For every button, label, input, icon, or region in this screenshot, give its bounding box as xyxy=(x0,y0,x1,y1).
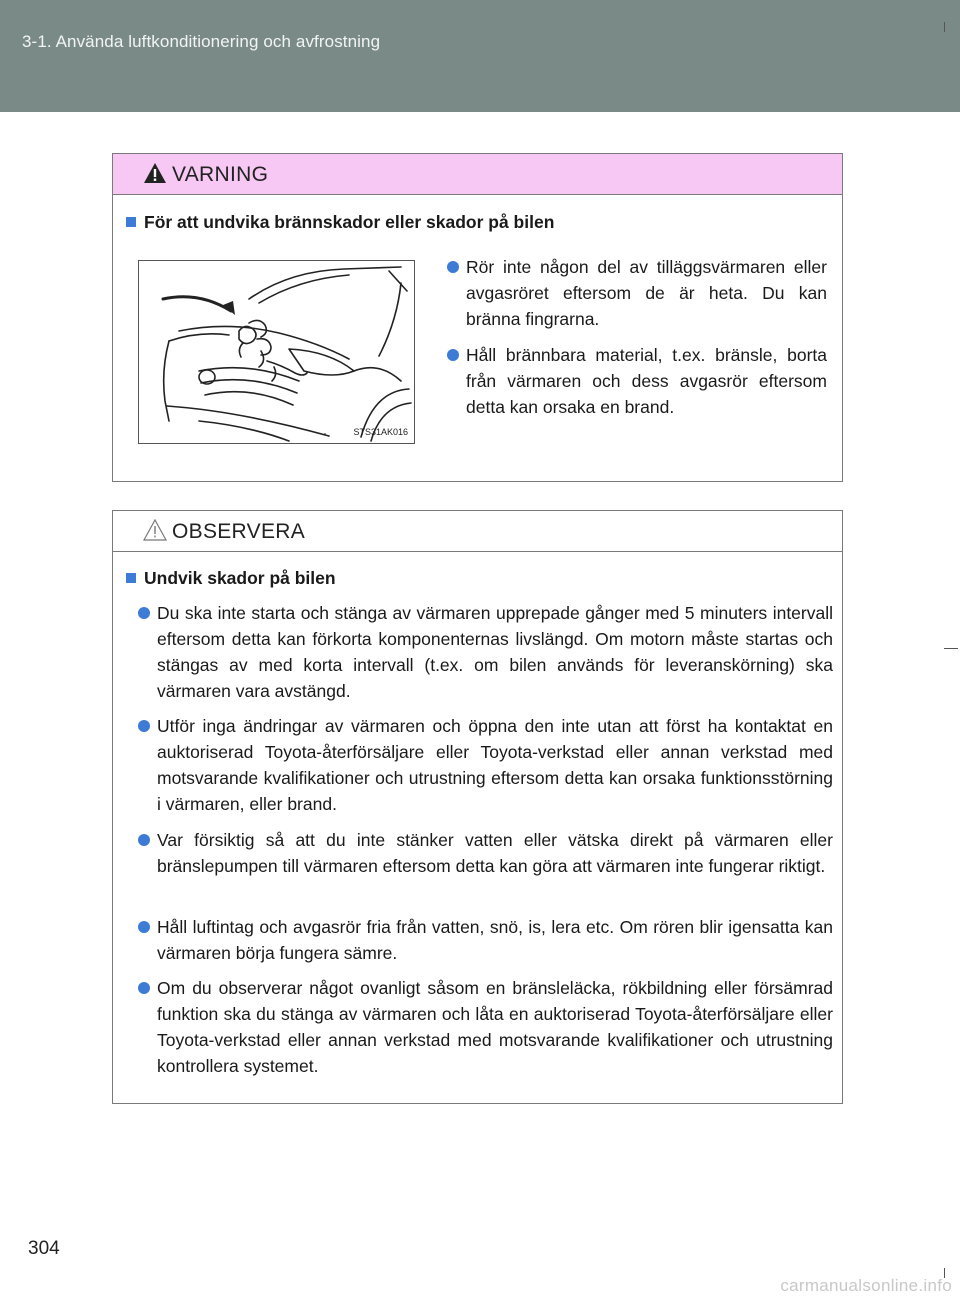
notice-header xyxy=(113,511,842,552)
warning-section-title xyxy=(126,212,554,233)
notice-bullet-text: Om du observerar något ovanligt såsom en bränsleläcka, rökbildning eller försämrad funktion ska du stänga av värmaren och låta en auktoriserad Toyota-återförsäljare eller Toyota-verkstad eller annan verkstad med motsvarande kvalifikationer och utrustning kontrollera systemet. xyxy=(157,978,833,1076)
notice-bullet xyxy=(157,600,833,704)
warning-bullet xyxy=(466,342,827,420)
warning-bullet-text: Rör inte någon del av tilläggsvärmaren eller avgasröret eftersom de är heta. Du kan bränna fingrarna. xyxy=(466,257,827,329)
bullet-dot-icon xyxy=(138,720,150,732)
header-band xyxy=(0,0,960,112)
page-number: 304 xyxy=(28,1238,60,1259)
warning-bullet xyxy=(466,254,827,332)
warning-bullet-text: Håll brännbara material, t.ex. bränsle, borta från värmaren och dess avgasrör eftersom detta kan orsaka en brand. xyxy=(466,345,827,417)
warning-box xyxy=(112,153,843,482)
warning-header xyxy=(113,154,842,195)
crop-mark xyxy=(944,648,958,649)
warning-section-title-text: För att undvika brännskador eller skador på bilen xyxy=(144,212,555,232)
square-bullet-icon xyxy=(126,573,136,583)
notice-bullet-text: Var försiktig så att du inte stänker vatten eller vätska direkt på värmaren eller bränslepumpen till värmaren eftersom detta kan göra att värmaren inte fungerar riktigt. xyxy=(157,830,833,876)
warning-label: VARNING xyxy=(172,163,269,186)
notice-bullet xyxy=(157,827,833,879)
notice-bullet-text: Utför inga ändringar av värmaren och öppna den inte utan att först ha kontaktat en auktoriserad Toyota-återförsäljare eller Toyota-verkstad eller annan verkstad med motsvarande kvalifikationer och utrustning eftersom detta kan orsaka funktionsstörning i värmaren, eller brand. xyxy=(157,716,833,814)
notice-bullet xyxy=(157,713,833,817)
notice-label: OBSERVERA xyxy=(172,520,306,543)
bullet-dot-icon xyxy=(138,834,150,846)
notice-bullet xyxy=(157,914,833,966)
notice-bullet-text: Håll luftintag och avgasrör fria från vatten, snö, is, lera etc. Om rören blir igensatta kan värmaren börja fungera sämre. xyxy=(157,917,833,963)
figure-code: STS31AK016 xyxy=(353,427,408,437)
chapter-title: 3-1. Använda luftkonditionering och avfrostning xyxy=(22,32,381,51)
bullet-dot-icon xyxy=(447,349,459,361)
crop-mark xyxy=(944,22,945,32)
car-engine-illustration xyxy=(139,261,415,444)
bullet-dot-icon xyxy=(138,982,150,994)
warning-triangle-icon xyxy=(143,162,167,184)
bullet-dot-icon xyxy=(138,921,150,933)
bullet-dot-icon xyxy=(138,607,150,619)
engine-figure xyxy=(138,260,415,444)
notice-bullet-text: Du ska inte starta och stänga av värmaren upprepade gånger med 5 minuters intervall eftersom detta kan förkorta komponenternas livslängd. Om motorn måste startas och stängas av med korta intervall (t.ex. om bilen används för leveranskörning) ska värmaren vara avstängd. xyxy=(157,603,833,701)
bullet-dot-icon xyxy=(447,261,459,273)
notice-bullet xyxy=(157,975,833,1079)
notice-section-title-text: Undvik skador på bilen xyxy=(144,568,336,588)
notice-section-title xyxy=(126,568,336,589)
square-bullet-icon xyxy=(126,217,136,227)
caution-triangle-icon xyxy=(143,519,167,541)
watermark: carmanualsonline.info xyxy=(780,1276,952,1295)
notice-box xyxy=(112,510,843,1104)
